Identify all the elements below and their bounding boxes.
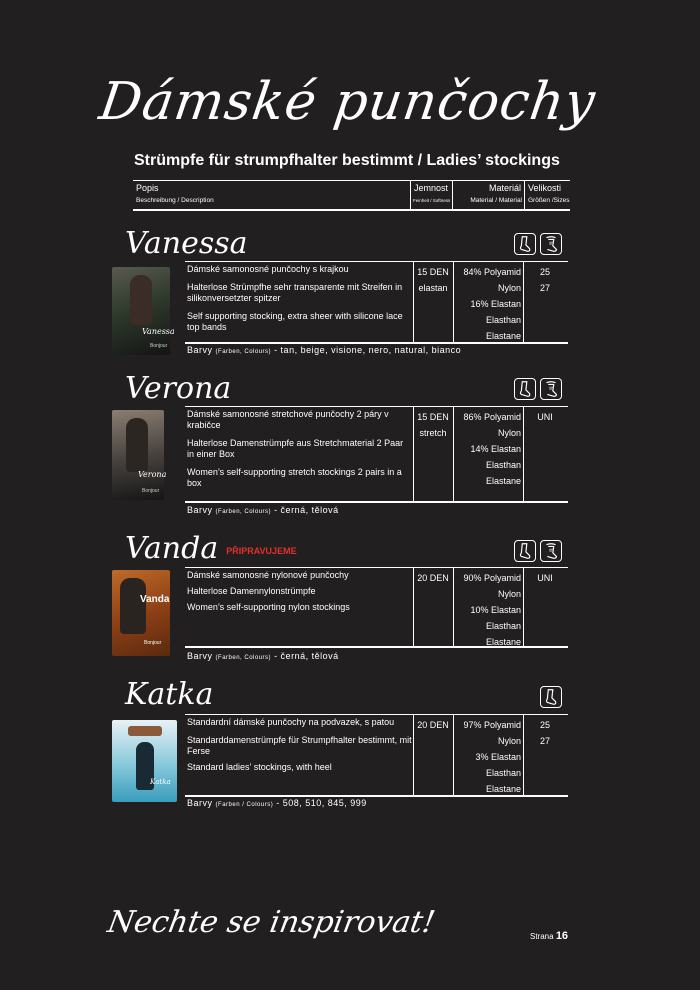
header-popis-sub: Beschreibung / Description bbox=[136, 197, 214, 204]
stocking-icon bbox=[514, 233, 536, 255]
product-name-vanessa: Vanessa bbox=[125, 226, 248, 261]
desc-en: Women’s self-supporting stretch stockings 2 pairs in a box bbox=[187, 467, 402, 488]
header-jemnost-sub: Feinheit / Softness bbox=[413, 198, 451, 203]
den-type: stretch bbox=[419, 428, 447, 438]
care-icons bbox=[514, 233, 562, 255]
lace-stocking-icon bbox=[540, 233, 562, 255]
product-name-vanda: Vanda bbox=[125, 531, 219, 566]
colours-label: Barvy bbox=[187, 345, 213, 355]
material-line: Elasthan bbox=[485, 315, 521, 325]
product-photo-verona bbox=[112, 410, 167, 500]
model-figure bbox=[130, 275, 152, 325]
colours-sub: (Farben, Colours) bbox=[215, 509, 272, 515]
desc-de: Halterlose Damenstrümpfe aus Stretchmaterial 2 Paar in einer Box bbox=[187, 438, 404, 459]
material-line: 16% Elastan bbox=[470, 299, 521, 309]
product-description bbox=[187, 570, 412, 620]
material-line: Elastane bbox=[485, 331, 521, 341]
material-line: Nylon bbox=[497, 283, 521, 293]
material-line: 3% Elastan bbox=[475, 752, 521, 762]
den-type: elastan bbox=[418, 283, 448, 293]
desc-en: Women’s self-supporting nylon stockings bbox=[187, 602, 350, 612]
material-line: Nylon bbox=[497, 736, 521, 746]
den-cell bbox=[415, 717, 451, 733]
colours-sub: (Farben, Colours) bbox=[215, 349, 272, 355]
stocking-icon bbox=[540, 686, 562, 708]
colours-label: Barvy bbox=[187, 798, 213, 808]
desc-de: Halterlose Damennylonstrümpfe bbox=[187, 586, 316, 596]
header-velikosti: Velikosti bbox=[528, 183, 562, 193]
material-cell bbox=[453, 570, 521, 650]
desc-cz: Dámské samonosné stretchové punčochy 2 páry v krabičce bbox=[187, 409, 389, 430]
colours-line bbox=[187, 505, 339, 515]
material-cell bbox=[453, 264, 521, 344]
den-cell bbox=[415, 409, 451, 441]
colours-line bbox=[187, 651, 339, 661]
den-value: 20 DEN bbox=[417, 720, 449, 730]
material-line: 10% Elastan bbox=[470, 605, 521, 615]
den-value: 20 DEN bbox=[417, 573, 449, 583]
den-value: 15 DEN bbox=[417, 412, 449, 422]
page-subtitle: Strümpfe für strumpfhalter bestimmt / Ladies’ stockings bbox=[134, 152, 560, 169]
header-material: Materiál bbox=[488, 183, 521, 193]
colours-sub: (Farben / Colours) bbox=[215, 802, 274, 808]
product-name-katka: Katka bbox=[125, 677, 214, 712]
package-brand: Katka bbox=[150, 778, 171, 786]
product-description bbox=[187, 717, 412, 780]
product-description bbox=[187, 264, 412, 340]
material-line: 97% Polyamid bbox=[463, 720, 521, 730]
product-row-vanda bbox=[185, 567, 568, 648]
material-line: Nylon bbox=[497, 428, 521, 438]
size-cell bbox=[523, 570, 567, 586]
size-value: 25 bbox=[539, 267, 550, 277]
den-value: 15 DEN bbox=[417, 267, 449, 277]
size-value: 25 bbox=[539, 720, 550, 730]
den-cell bbox=[415, 264, 451, 296]
material-line: Elasthan bbox=[485, 768, 521, 778]
material-line: 84% Polyamid bbox=[463, 267, 521, 277]
product-name-verona: Verona bbox=[125, 371, 232, 406]
material-line: Nylon bbox=[497, 589, 521, 599]
lace-stocking-icon bbox=[540, 378, 562, 400]
table-header bbox=[133, 180, 570, 211]
product-row-katka bbox=[185, 714, 568, 797]
footer-slogan: Nechte se inspirovat! bbox=[104, 905, 438, 940]
package-logo: Bonjour bbox=[150, 343, 168, 349]
material-line: Elastane bbox=[485, 476, 521, 486]
stocking-icon bbox=[514, 540, 536, 562]
material-line: Elastane bbox=[485, 784, 521, 794]
package-cap bbox=[128, 726, 162, 736]
desc-de: Standarddamenstrümpfe für Strumpfhalter bestimmt, mit Ferse bbox=[187, 735, 412, 756]
size-cell bbox=[523, 717, 567, 749]
material-line: Elasthan bbox=[485, 621, 521, 631]
stocking-icon bbox=[514, 378, 536, 400]
page-number-value: 16 bbox=[555, 930, 569, 942]
desc-en: Self supporting stocking, extra sheer with silicone lace top bands bbox=[187, 311, 403, 332]
header-material-sub: Material / Material bbox=[470, 197, 522, 204]
product-row-verona bbox=[185, 406, 568, 503]
model-figure bbox=[120, 578, 146, 634]
colours-line bbox=[187, 798, 367, 808]
package-brand: Vanda bbox=[140, 594, 170, 605]
lace-stocking-icon bbox=[540, 540, 562, 562]
colours-sub: (Farben, Colours) bbox=[215, 655, 272, 661]
product-photo-katka bbox=[112, 720, 177, 802]
product-row-vanessa bbox=[185, 261, 568, 344]
desc-cz: Standardní dámské punčochy na podvazek, s patou bbox=[187, 717, 395, 727]
package-brand: Vanessa bbox=[142, 327, 175, 336]
desc-de: Halterlose Strümpfhe sehr transparente mit Streifen in silikonversetzter spitzer bbox=[187, 282, 403, 303]
size-cell bbox=[523, 409, 567, 425]
care-icons bbox=[514, 378, 562, 400]
care-icons bbox=[514, 540, 562, 562]
colours-line bbox=[187, 345, 461, 355]
product-description bbox=[187, 409, 412, 496]
colours-values: - tan, beige, visione, nero, natural, bianco bbox=[274, 345, 462, 355]
material-cell bbox=[453, 717, 521, 797]
colours-label: Barvy bbox=[187, 505, 213, 515]
colours-label: Barvy bbox=[187, 651, 213, 661]
colours-values: - 508, 510, 845, 999 bbox=[276, 798, 367, 808]
size-value: UNI bbox=[537, 573, 553, 583]
material-line: Elasthan bbox=[485, 460, 521, 470]
den-cell bbox=[415, 570, 451, 586]
size-value: 27 bbox=[539, 736, 550, 746]
size-cell bbox=[523, 264, 567, 296]
desc-cz: Dámské samonosné punčochy s krajkou bbox=[187, 264, 349, 274]
care-icons bbox=[540, 686, 562, 708]
package-logo: Bonjour bbox=[142, 488, 160, 494]
colours-values: - černá, tělová bbox=[274, 651, 339, 661]
size-value: 27 bbox=[539, 283, 550, 293]
package-brand: Verona bbox=[138, 470, 167, 479]
header-jemnost: Jemnost bbox=[414, 183, 449, 193]
coming-soon-badge: PŘIPRAVUJEME bbox=[226, 546, 297, 556]
page-title: Dámské punčochy bbox=[95, 72, 600, 132]
size-value: UNI bbox=[537, 412, 553, 422]
package-logo: Bonjour bbox=[144, 640, 162, 646]
material-line: Elastane bbox=[485, 637, 521, 647]
desc-en: Standard ladies’ stockings, with heel bbox=[187, 762, 332, 772]
product-photo-vanessa bbox=[112, 267, 175, 355]
material-line: 14% Elastan bbox=[470, 444, 521, 454]
product-heading-vanda bbox=[125, 531, 297, 566]
product-photo-vanda bbox=[112, 570, 170, 656]
material-cell bbox=[453, 409, 521, 489]
page-label: Strana bbox=[530, 932, 554, 941]
model-figure bbox=[126, 418, 148, 472]
header-velikosti-sub: Größen /Sizes bbox=[528, 197, 570, 204]
page-number bbox=[530, 930, 568, 942]
desc-cz: Dámské samonosné nylonové punčochy bbox=[187, 570, 349, 580]
colours-values: - černá, tělová bbox=[274, 505, 339, 515]
material-line: 90% Polyamid bbox=[463, 573, 521, 583]
header-popis: Popis bbox=[136, 183, 159, 193]
material-line: 86% Polyamid bbox=[463, 412, 521, 422]
